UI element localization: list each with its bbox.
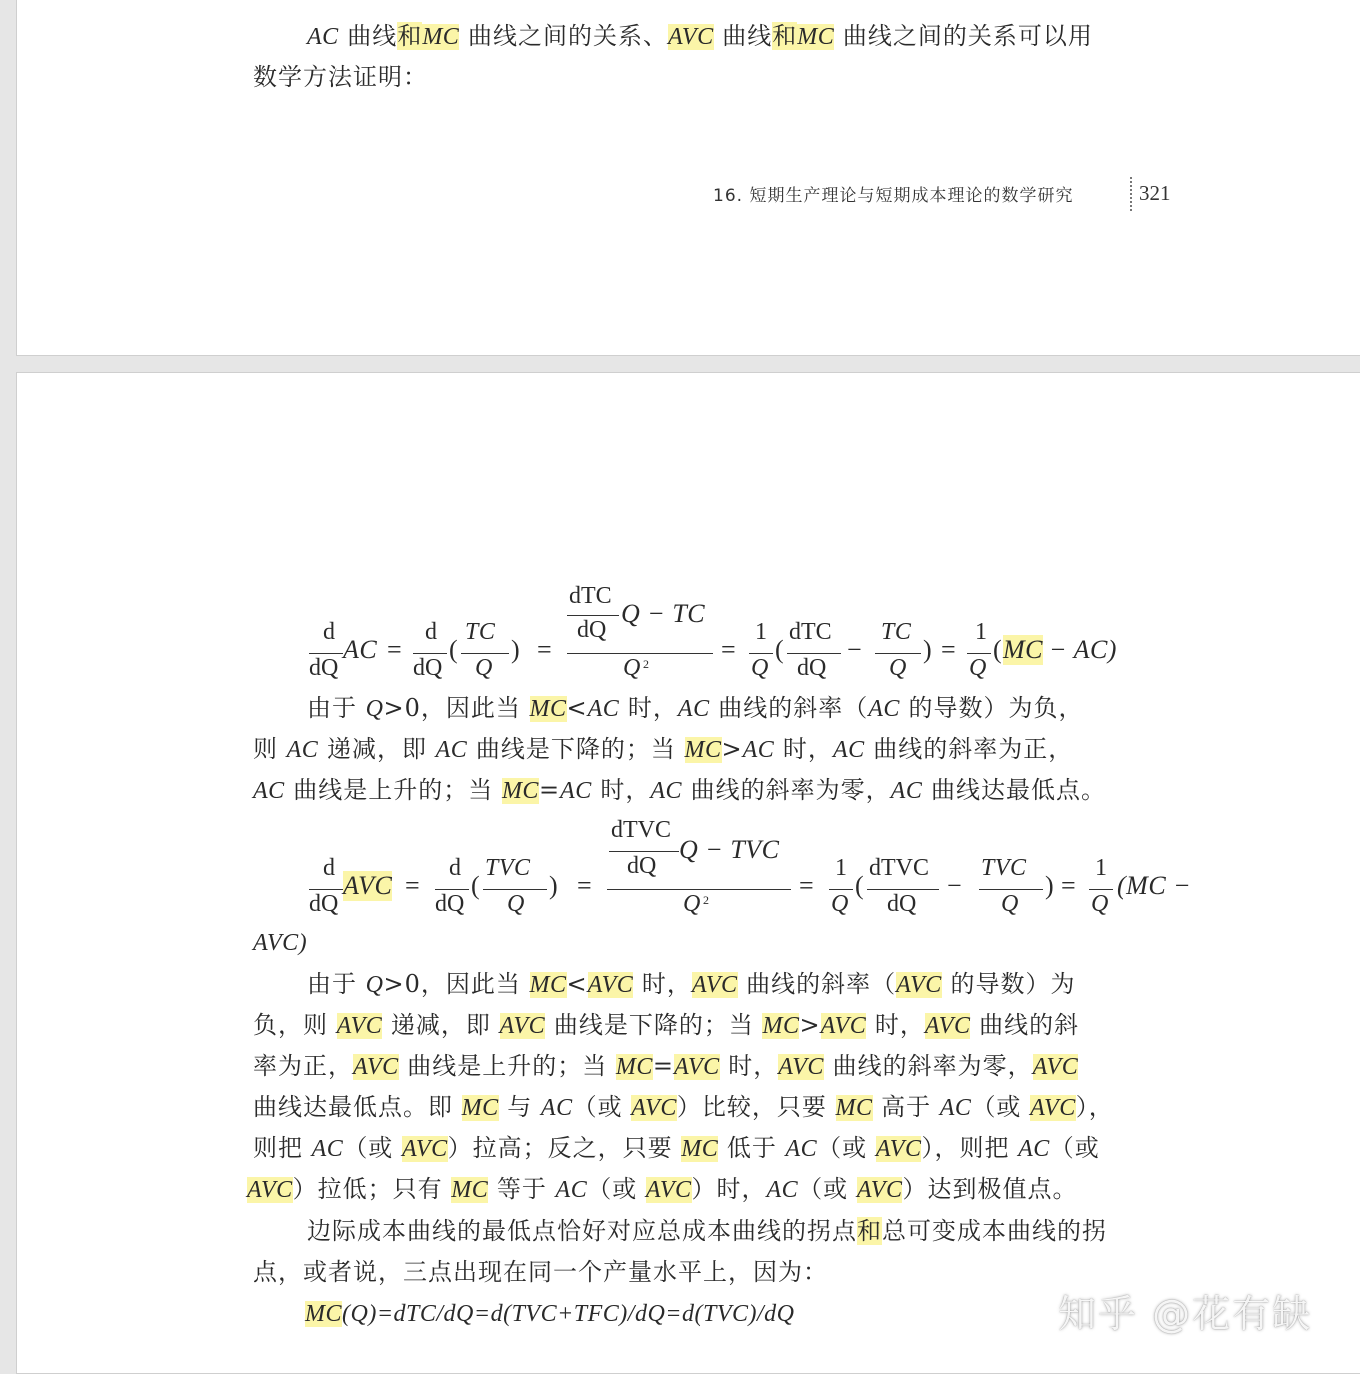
frac-den: dQ <box>797 655 827 681</box>
equals: = <box>1061 871 1076 900</box>
frac-num: d <box>323 619 335 645</box>
text: 曲线是下降的；当 <box>467 735 685 763</box>
term-mc: MC <box>681 1136 719 1162</box>
term-ac: AC <box>555 1177 588 1203</box>
equals: = <box>405 871 420 900</box>
frac-den: dQ <box>309 891 339 917</box>
paren: ( <box>993 635 1002 664</box>
term-avc: AVC <box>778 1054 824 1080</box>
highlight: 和 <box>857 1217 882 1245</box>
equation-continuation: AVC) <box>253 930 308 956</box>
equals: = <box>537 635 552 664</box>
highlight: 和 <box>397 22 423 50</box>
text: 由于 <box>307 694 366 722</box>
paren: ( <box>775 635 784 664</box>
text: 时， <box>866 1011 925 1039</box>
text-line <box>307 693 1084 724</box>
expr-tail: (MC − <box>1117 871 1192 900</box>
frac-bar <box>979 889 1043 890</box>
frac-bar <box>483 889 547 890</box>
term-mc: MC <box>797 24 835 50</box>
frac-den: dQ <box>887 891 917 917</box>
minus: − <box>847 635 862 664</box>
text-line <box>307 969 1075 1000</box>
text: 时， <box>719 1052 779 1080</box>
text: （或 <box>1049 1134 1100 1162</box>
text: 曲线的斜率为零， <box>823 1052 1033 1080</box>
equals: = <box>721 635 736 664</box>
text: ），则把 <box>921 1134 1019 1162</box>
term-ac: AC <box>766 1177 799 1203</box>
text-line <box>247 1174 1077 1205</box>
term-avc: AVC <box>353 1054 399 1080</box>
text: = <box>652 1052 675 1080</box>
frac-den: Q <box>751 655 769 681</box>
frac-den: Q <box>507 891 525 917</box>
frac-bar <box>461 653 509 654</box>
text: 时， <box>774 735 833 763</box>
text-line <box>253 734 1073 765</box>
text: 曲线达最低点。 <box>922 776 1106 804</box>
current-page <box>16 372 1360 1374</box>
text: 曲线的斜率（ <box>709 694 869 722</box>
text-line <box>307 1216 1107 1246</box>
frac-den: Q <box>623 655 641 681</box>
term-avc: AVC <box>247 1177 293 1203</box>
term-ac: AC <box>742 737 775 763</box>
text: 由于 <box>307 970 366 998</box>
inner-den: dQ <box>627 853 657 879</box>
term-mc: MC <box>422 24 460 50</box>
watermark: 知乎 @花有缺 <box>1058 1292 1313 1336</box>
text: > <box>799 1011 821 1039</box>
text: （或 <box>587 1175 646 1203</box>
text: 曲线的斜 <box>970 1011 1080 1039</box>
text: 曲线 <box>713 22 773 50</box>
inner-bar <box>567 615 619 616</box>
text: ）拉高；反之，只要 <box>447 1134 682 1162</box>
term-mc: MC <box>615 1054 653 1080</box>
term-mc: MC <box>461 1095 499 1121</box>
inner-den: dQ <box>577 617 607 643</box>
page-number: 321 <box>1139 181 1171 205</box>
frac-bar <box>435 889 469 890</box>
text: 边际成本曲线的最低点恰好对应总成本曲线的拐点 <box>307 1217 857 1245</box>
text: 与 <box>498 1093 541 1121</box>
term-mc: MC <box>451 1177 489 1203</box>
text: >0，因此当 <box>383 694 530 722</box>
text: （或 <box>572 1093 632 1121</box>
term-avc: AVC <box>343 871 393 900</box>
equals: = <box>799 871 814 900</box>
term-mc: MC <box>762 1013 800 1039</box>
frac-den: Q <box>1001 891 1019 917</box>
term-ac: AC <box>890 778 923 804</box>
expr-tail: − AC) <box>1049 635 1117 664</box>
text-line <box>253 1010 1079 1041</box>
inner-num: dTC <box>569 583 612 609</box>
frac-num: 1 <box>755 619 767 645</box>
term-avc: AVC <box>499 1013 546 1039</box>
term-mc: MC <box>529 972 567 998</box>
term-mc: MC <box>1003 635 1043 664</box>
frac-num: 1 <box>1095 855 1107 881</box>
text: ）时， <box>691 1175 767 1203</box>
term-avc: AVC <box>674 1054 720 1080</box>
numerator-rest: Q − TVC <box>679 835 780 864</box>
term-ac: AC <box>677 696 710 722</box>
text: < <box>566 970 588 998</box>
paren: ) <box>511 635 520 664</box>
equals: = <box>387 635 402 664</box>
inner-num: dTVC <box>611 817 671 843</box>
text-line: 点，或者说，三点出现在同一个产量水平上，因为： <box>253 1258 828 1286</box>
text: 曲线的斜率（ <box>737 970 897 998</box>
text-line <box>307 21 1093 52</box>
term-ac: AC <box>868 696 900 722</box>
text-line: 数学方法证明： <box>253 63 428 91</box>
frac-den: Q <box>831 891 849 917</box>
text: 曲线 <box>338 22 398 50</box>
frac-bar <box>967 653 991 654</box>
paren: ) <box>549 871 558 900</box>
term-avc: AVC <box>691 972 738 998</box>
text: ）拉低；只有 <box>292 1175 452 1203</box>
frac-bar <box>567 653 713 654</box>
frac-den: Q <box>1091 891 1109 917</box>
frac-bar <box>309 889 343 890</box>
text: （或 <box>343 1134 402 1162</box>
term-mc: MC <box>684 737 722 763</box>
text: 曲线的斜率为正， <box>864 735 1074 763</box>
text: =dTC/dQ=d(TVC+TFC)/dQ=d(TVC)/dQ <box>376 1301 795 1327</box>
term-mc: MC <box>305 1301 342 1327</box>
exponent: 2 <box>703 893 709 907</box>
term-mc: MC <box>501 778 539 804</box>
text: 曲线达最低点。即 <box>253 1093 462 1121</box>
text: 时， <box>591 776 651 804</box>
text: 递减，即 <box>318 735 436 763</box>
paren: ) <box>923 635 932 664</box>
text: 等于 <box>488 1175 556 1203</box>
term-avc: AVC <box>631 1095 677 1121</box>
text: 曲线是下降的；当 <box>545 1011 763 1039</box>
highlight: 和 <box>772 22 798 50</box>
frac-den: Q <box>889 655 907 681</box>
text: 则把 <box>253 1134 312 1162</box>
text: 率为正， <box>253 1052 353 1080</box>
text: 曲线是上升的；当 <box>398 1052 616 1080</box>
frac-bar <box>829 889 853 890</box>
term-ac: AC <box>307 24 339 50</box>
term-avc: AVC <box>820 1013 867 1039</box>
text: ）， <box>1075 1093 1114 1121</box>
paren: ( <box>471 871 480 900</box>
frac-bar <box>1089 889 1113 890</box>
equals: = <box>941 635 956 664</box>
frac-num: TC <box>881 619 912 645</box>
frac-den: dQ <box>435 891 465 917</box>
frac-bar <box>309 653 343 654</box>
term-ac: AC <box>785 1136 818 1162</box>
term-avc: AVC <box>1032 1054 1079 1080</box>
inner-bar <box>609 851 679 852</box>
term-ac: AC <box>343 635 378 664</box>
term-ac: AC <box>286 737 319 763</box>
term-ac: AC <box>311 1136 344 1162</box>
frac-num: 1 <box>835 855 847 881</box>
term-avc: AVC <box>587 972 634 998</box>
frac-bar <box>749 653 773 654</box>
text: 递减，即 <box>382 1011 500 1039</box>
term-avc: AVC <box>896 972 942 998</box>
text: （或 <box>817 1134 876 1162</box>
text: 曲线之间的关系可以用 <box>834 22 1093 50</box>
term-q: Q <box>365 696 384 722</box>
frac-num: dTC <box>789 619 832 645</box>
equation-mc <box>305 1298 794 1329</box>
text: 高于 <box>872 1093 940 1121</box>
text: （或 <box>971 1093 1031 1121</box>
text: 则 <box>253 735 287 763</box>
frac-den: Q <box>683 891 701 917</box>
running-header: 16. 短期生产理论与短期成本理论的数学研究 <box>713 186 1074 206</box>
text: 曲线的斜率为零， <box>682 776 891 804</box>
frac-num: TVC <box>981 855 1027 881</box>
previous-page <box>16 0 1360 356</box>
text: 曲线之间的关系、 <box>459 22 668 50</box>
term-avc: AVC <box>336 1013 383 1039</box>
term-avc: AVC <box>856 1177 903 1203</box>
text: ）达到极值点。 <box>902 1175 1078 1203</box>
equals: = <box>577 871 592 900</box>
exponent: 2 <box>643 657 649 671</box>
numerator-rest: Q − TC <box>621 599 706 628</box>
text: (Q) <box>342 1301 377 1327</box>
frac-num: d <box>449 855 461 881</box>
text: 的导数）为负， <box>899 694 1084 722</box>
frac-bar <box>607 889 791 890</box>
frac-den: Q <box>475 655 493 681</box>
term-ac: AC <box>650 778 683 804</box>
text: 的导数）为 <box>941 970 1076 998</box>
text: 总可变成本曲线的拐 <box>882 1217 1107 1245</box>
term-avc: AVC <box>645 1177 692 1203</box>
text: 曲线是上升的；当 <box>284 776 502 804</box>
text: < <box>566 694 588 722</box>
minus: − <box>947 871 962 900</box>
text-line <box>253 1092 1114 1123</box>
term-avc: AVC <box>875 1136 922 1162</box>
text: 负，则 <box>253 1011 337 1039</box>
paren: ) <box>1045 871 1054 900</box>
text: >0，因此当 <box>383 970 530 998</box>
frac-den: dQ <box>309 655 339 681</box>
frac-bar <box>867 889 939 890</box>
term-q: Q <box>365 972 384 998</box>
equation-avc-derivative <box>309 817 1209 927</box>
text-line <box>253 775 1106 806</box>
paren: ( <box>449 635 458 664</box>
term-avc: AVC <box>401 1136 448 1162</box>
term-ac: AC <box>560 778 592 804</box>
term-ac: AC <box>253 778 285 804</box>
frac-num: d <box>425 619 437 645</box>
text-line <box>253 1051 1078 1082</box>
text: 低于 <box>718 1134 786 1162</box>
frac-den: dQ <box>413 655 443 681</box>
text: 时， <box>633 970 692 998</box>
frac-num: 1 <box>975 619 987 645</box>
term-ac: AC <box>540 1095 573 1121</box>
frac-num: d <box>323 855 335 881</box>
frac-num: TC <box>465 619 496 645</box>
text-line <box>253 1133 1100 1164</box>
text: = <box>538 776 561 804</box>
text: > <box>721 735 743 763</box>
frac-bar <box>413 653 447 654</box>
header-separator <box>1130 177 1132 211</box>
frac-num: TVC <box>485 855 531 881</box>
frac-bar <box>875 653 921 654</box>
frac-num: dTVC <box>869 855 929 881</box>
frac-den: Q <box>969 655 987 681</box>
text: ）比较，只要 <box>676 1093 836 1121</box>
term-mc: MC <box>529 696 567 722</box>
term-avc: AVC <box>924 1013 971 1039</box>
term-avc: AVC <box>1030 1095 1076 1121</box>
term-avc: AVC <box>667 24 714 50</box>
term-ac: AC <box>587 696 620 722</box>
term-ac: AC <box>939 1095 972 1121</box>
text: （或 <box>798 1175 857 1203</box>
paren: ( <box>855 871 864 900</box>
term-ac: AC <box>1018 1136 1050 1162</box>
frac-bar <box>787 653 841 654</box>
term-mc: MC <box>835 1095 873 1121</box>
equation-ac-derivative <box>309 583 1209 693</box>
text: 时， <box>619 694 678 722</box>
term-ac: AC <box>435 737 468 763</box>
term-ac: AC <box>832 737 865 763</box>
